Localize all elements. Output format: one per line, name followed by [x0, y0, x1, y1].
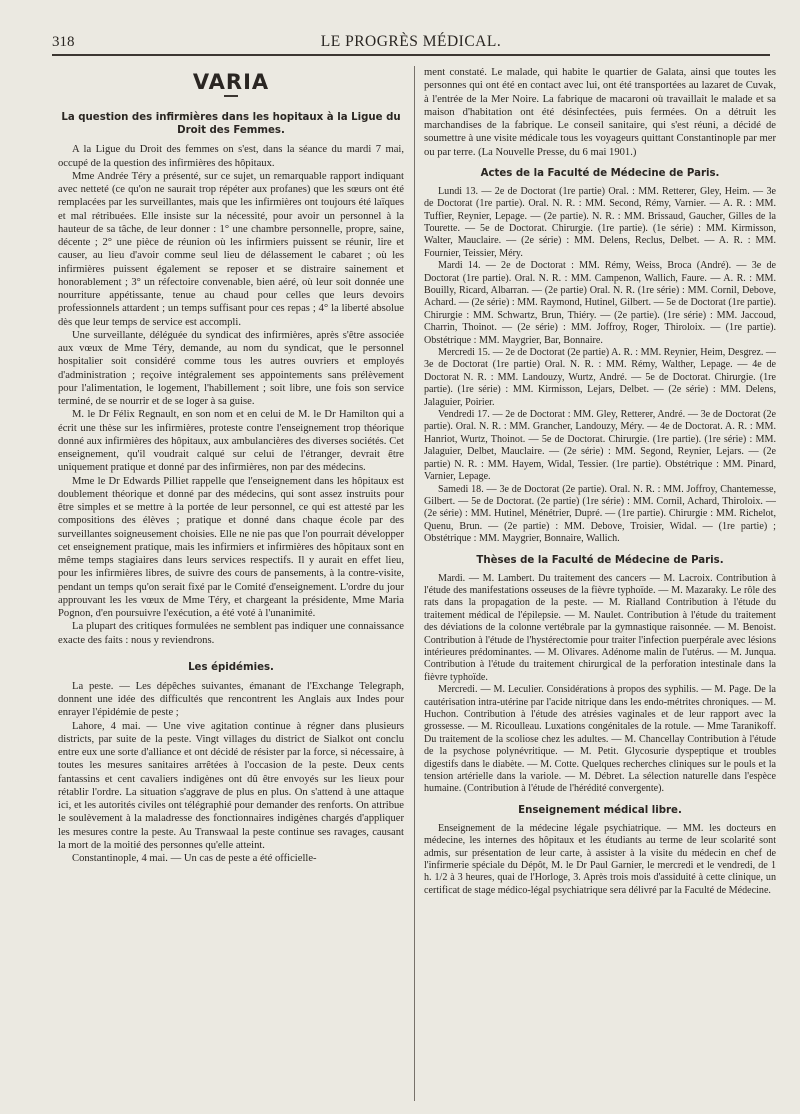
section-title-varia: VARIA	[192, 70, 270, 94]
paragraph: Enseignement de la médecine légale psychiatrique. — MM. les docteurs en médecine, les internes des hôpitaux et les étudiants au terme de leur scolarité sont admis, sur présentation de leur carte, à assister à la visite du médecin en chef de l'infirmerie spéciale du Dépôt, M. le Dr Paul Garnier, le mercredi et le vendredi, de 1 h. 1/2 à 3 heures, quai de l'Horloge, 3. Après trois mois d'assiduité à cette clinique, un certificat de stage médico-légal psychiatrique sera délivré par la Faculté de Médecine.	[424, 822, 776, 896]
paragraph: Mardi. — M. Lambert. Du traitement des cancers — M. Lacroix. Contribution à l'étude des manifestations osseuses de la fièvre typhoïde. — M. Mazaraky. Le rôle des rats dans la propagation de la peste. — M. Rialland Contribution à l'étude du traitement médical de l'épilepsie. — M. Naulet. Contribution à l'étude du traitement des déviations de la colonne vertébrale par la gymnastique raisonnée. — M. Benoist. Contribution à l'étude de l'hystérectomie pour traiter l'infection puerpérale avec lésions intérieures prédominantes. — M. Olivares. Adénome malin de l'utérus. — M. Junqua. Contribution à l'étude du traitement chirurgical de la perforation intestinale dans la fièvre typhoïde.	[424, 572, 776, 683]
section-title-enseignement: Enseignement médical libre.	[518, 804, 682, 816]
page-header	[52, 30, 770, 52]
title-dash	[224, 95, 238, 97]
paragraph: M. le Dr Félix Regnault, en son nom et en celui de M. le Dr Hamilton qui a écrit une thèse sur les infirmières, proteste contre l'enseignement trop théorique donné aux infirmières des hôpitaux, aux ambulancières des diverses sociétés. Cet enseignement, qu'il voudrait calqué sur celui de l'étranger, devrait être uniquement pratique et donné par des infirmières, non par des médecins.	[58, 409, 404, 474]
paragraph: Vendredi 17. — 2e de Doctorat : MM. Gley, Retterer, André. — 3e de Doctorat (2e partie). Oral. N. R. : MM. Grancher, Landouzy, Méry. — 4e de Doctorat. A. R. : MM. Hanriot, Wurtz, Thoinot. — 5e de Doctorat. Chirurgie. (1re partie). (1re série) : MM. Jalaguier, Delbet, Mauclaire. — (2e série) : MM. Segond, Reynier, Lejars. — (2e partie) N. R. : MM. Hayem, Widal, Tessier. (1re partie). Obstétrique : MM. Pinard, Varnier, Lepage.	[424, 409, 776, 483]
paragraph: Lundi 13. — 2e de Doctorat (1re partie) Oral. : MM. Retterer, Gley, Heim. — 3e de Doctorat (1re partie). Oral. N. R. : MM. Second, Rémy, Varnier. — A. R. : MM. Tuffier, Reynier, Lepage. — (2e partie). N. R. : MM. Brissaud, Gaucher, Gilles de la Tourette. — 5e de Doctorat. Chirurgie. (1re partie). (1e série) : MM. Kirmisson, Walter, Mauclaire. — (2e série) : MM. Delens, Reclus, Delbet. — A. R. : MM. Fournier, Teissier, Méry.	[424, 185, 776, 259]
paragraph: Mme le Dr Edwards Pilliet rappelle que l'enseignement dans les hôpitaux est doublement théorique et donné par des médecins, qui sont assez instruits pour être simples et se mettre à la portée de leur personnel, ce qui est attesté par les compositions des élèves ; pratique et donné dans chaque école par des surveillantes soigneusement choisies. Elle ne nie pas que l'on pourrait développer cet enseignement pratique, mais les infirmiers et infirmières des hôpitaux sont en même temps stagiaires dans leurs services respectifs. Il y aurait en effet lieu, pour les infirmières libres, de suivre des cours de pansements, à la contre-visite, pendant un temps qu'on serait fixé par le Comité d'enseignement. L'ordre du jour approuvant les les vœux de Mme Téry, et chargeant la présidente, Mme Maria Pognon, d'en poursuivre l'exécution, a été voté à l'unanimité.	[58, 475, 404, 619]
paragraph: La peste. — Les dépêches suivantes, émanant de l'Exchange Telegraph, donnent une idée des difficultés que rencontrent les Anglais aux Indes pour enrayer l'épidémie de peste ;	[58, 680, 404, 719]
paragraph: Constantinople, 4 mai. — Un cas de peste a été officielle-	[72, 853, 317, 864]
paragraph: La plupart des critiques formulées ne semblent pas indiquer une connaissance exacte des faits : nous y reviendrons.	[58, 621, 404, 646]
enseignement-block	[424, 823, 776, 897]
section-title-theses: Thèses de la Faculté de Médecine de Paris.	[476, 554, 724, 566]
section-title-actes: Actes de la Faculté de Médecine de Paris.	[480, 167, 720, 179]
theses-block	[424, 573, 776, 796]
spacer	[58, 647, 404, 653]
paragraph: Mme Andrée Téry a présenté, sur ce sujet, un remarquable rapport indiquant avec netteté (ce qu'on ne saurait trop répéter aux profanes) que les sœurs ont été remplacées par les surveillantes, mais que les infirmières ont toujours été laïques et mal rétribuées. Elle insiste sur la nécessité, pour avoir un personnel à la hauteur de sa tâche, de leur donner : 1° une chambre personnelle, propre, saine, décente ; 2° une pièce de réunion où les infirmiers puissent se réunir, lire et causer, au lieu d'avoir comme seul lieu de délassement le cabaret ; où les infirmières puissent également se reposer et se distraire sainement et honorablement ; 3° un réfectoire convenable, bien aéré, où leur soit donnée une nourriture appétissante, tenue au chaud pour celles que leurs devoirs professionnels attardent ; un temps suffisant pour ces repas ; 4° la liberté absolue dès que leur temps de service est accompli.	[58, 170, 404, 328]
paragraph: Lahore, 4 mai. — Une vive agitation continue à régner dans plusieurs districts, par suite de la peste. Vingt villages du district de Sialkot ont conclu entre eux une sorte d'alliance et ont décidé de résister par la force, si nécessaire, à toutes les mesures sanitaires arrêtées à l'occasion de la peste. Deux cents fantassins et cent cavaliers indigènes ont dû être envoyés sur les lieux pour rétablir l'ordre. La situation s'aggrave de plus en plus. On s'attend à une attaque ici, et les autorités civiles ont télégraphié pour demander des renforts. On attribue le soulèvement à la maladresse des fonctionnaires indigènes chargés d'appliquer les mesures contre la peste. Au Transwaal la peste continue ses ravages, causant la mort de la moitié des personnes qu'elle atteint.	[58, 720, 404, 851]
paragraph: Mardi 14. — 2e de Doctorat : MM. Rémy, Weiss, Broca (André). — 3e de Doctorat (1re partie). Oral. N. R. : MM. Campenon, Wallich, Faure. — A. R. : MM. Bouilly, Ricard, Albarran. — (2e partie) Oral. N. R. (1re série) : MM. Cornil, Debove, Achard. — (2e série) : MM. Raymond, Hutinel, Gilbert. — 5e de Doctorat (1re partie). Chirurgie : MM. Schwartz, Brun, Thiéry. — (2e partie). (1re série) : MM. Jaccoud, Charrin, Thoinot. — (2e série) : MM. Joffroy, Roger, Thiroloix. — (1re partie). Obstétrique : MM. Maygrier, Bar, Bonnaire.	[424, 260, 776, 346]
right-column	[424, 66, 776, 1108]
paragraph: Mercredi. — M. Leculier. Considérations à propos des syphilis. — M. Page. De la cautérisation intra-utérine par l'acide nitrique dans les endo-métrites chroniques. — M. Huchon. Contribution à l'étude des atrésies vaginales et de leur rapport avec la grossesse. — M. Ricoulleau. Luxations congénitales de la rotule. — Mme Taranikoff. Du traitement de la scoliose chez les adultes. — M. Chancellay Contribution à l'étude de la psychose polynévritique. — M. Petit. Glycosurie dyspeptique et troubles digestifs dans le diabète. — M. Cotte. Quelques recherches cliniques sur le pouls et la tension artérielle dans la variole. — M. Débret. La sélection naturelle dans l'espèce humaine. (Contribution à l'étude de l'hérédité convergente).	[424, 684, 776, 795]
article-title-infirmieres: La question des infirmières dans les hopitaux à la Ligue du Droit des Femmes.	[61, 112, 401, 137]
actes-block	[424, 186, 776, 546]
paragraph: A la Ligue du Droit des femmes on s'est, dans la séance du mardi 7 mai, occupé de la question des infirmières des hôpitaux.	[58, 144, 404, 169]
paragraph: Samedi 18. — 3e de Doctorat (2e partie). Oral. N. R. : MM. Joffroy, Chantemesse, Gilbert. — 5e de Doctorat. (2e partie) (1re série) : MM. Cornil, Achard, Thiroloix. — (2e série) : MM. Hutinel, Ménétrier, Dupré. — (1re partie). Chirurgie : MM. Richelot, Quenu, Brun. — (2e partie) : MM. Debove, Troisier, Widal. — (1re partie) ; Obstétrique : MM. Maygrier, Bonnaire, Wallich.	[424, 483, 776, 545]
article-title-epidemies: Les épidémies.	[188, 661, 274, 673]
paragraph: Mercredi 15. — 2e de Doctorat (2e partie) A. R. : MM. Reynier, Heim, Desgrez. — 3e de Doctorat (1re partie) Oral. N. R. : MM. Rémy, Walther, Lepage. — 4e de Doctorat N. R. : MM. Landouzy, Wurtz, André. — 5e de Doctorat. Chirurgie. (1re partie). (1re série) : MM. Kirmisson, Lejars, Delbet. — (2e série) : MM. Delens, Jalaguier, Poirier.	[424, 347, 776, 408]
page-number: 318	[52, 34, 75, 50]
left-column	[58, 66, 404, 1108]
column-divider	[414, 66, 415, 1101]
continued-paragraph: ment constaté. Le malade, qui habite le quartier de Galata, ainsi que toutes les personnes qui ont été en contact avec lui, ont été transportées au lazaret de Cuvak, à l'entrée de la Mer Noire. La fabrique de macaroni où travaillait le malade et sa maison d'habitation ont été désinfectées, puis fermées. On a détruit les marchandises de la fabrique. Le conseil sanitaire, qui s'est réuni, a décidé de soumettre à une visite médicale tous les voyageurs quittant Constantinople par mer ou par terre. (La Nouvelle Presse, du 6 mai 1901.)	[424, 67, 776, 158]
running-title: LE PROGRÈS MÉDICAL.	[320, 33, 502, 50]
paragraph: Une surveillante, déléguée du syndicat des infirmières, après s'être associée aux vœux de Mme Téry, demande, au nom du syndicat, que le personnel hospitalier soit considéré comme tous les autres ouvriers et employés d'administration ; reçoive intégralement ses appointements sans prélèvement pour l'alimentation, le logement, l'habillement ; soit libre, une fois son service terminé, de se nourrir et de se loger à sa guise.	[58, 329, 404, 407]
header-rule	[52, 54, 770, 56]
